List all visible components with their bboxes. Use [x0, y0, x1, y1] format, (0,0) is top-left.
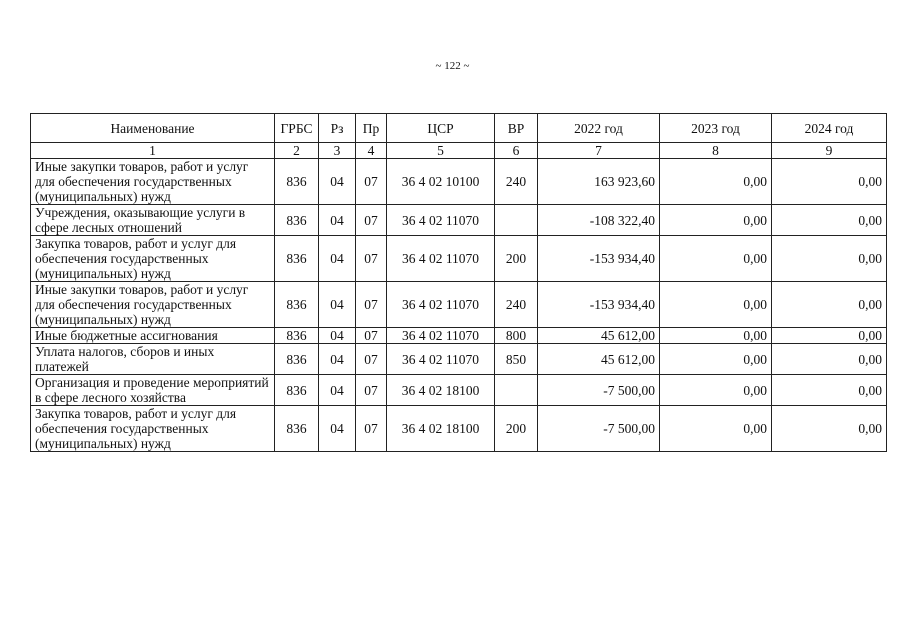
row-vr: 200: [495, 236, 538, 282]
row-rz: 04: [319, 344, 356, 375]
row-rz: 04: [319, 205, 356, 236]
row-csr: 36 4 02 10100: [387, 159, 495, 205]
column-number: 8: [660, 143, 772, 159]
row-amount-2023: 0,00: [660, 328, 772, 344]
column-number: 6: [495, 143, 538, 159]
table-row: [31, 159, 887, 205]
column-number-row: [31, 143, 887, 159]
row-amount-2023: 0,00: [660, 159, 772, 205]
row-vr: 240: [495, 282, 538, 328]
row-name: Иные закупки товаров, работ и услуг для обеспечения государственных (муниципальных) нужд: [31, 159, 275, 205]
row-vr: [495, 205, 538, 236]
row-csr: 36 4 02 18100: [387, 406, 495, 452]
column-header-2024: 2024 год: [772, 114, 887, 143]
row-amount-2023: 0,00: [660, 236, 772, 282]
row-grbs: 836: [275, 375, 319, 406]
row-csr: 36 4 02 11070: [387, 282, 495, 328]
table-row: [31, 344, 887, 375]
row-amount-2023: 0,00: [660, 375, 772, 406]
column-header-rz: Рз: [319, 114, 356, 143]
row-rz: 04: [319, 375, 356, 406]
column-number: 4: [356, 143, 387, 159]
column-header-2023: 2023 год: [660, 114, 772, 143]
row-name: Закупка товаров, работ и услуг для обеспечения государственных (муниципальных) нужд: [31, 406, 275, 452]
row-amount-2024: 0,00: [772, 236, 887, 282]
column-number: 2: [275, 143, 319, 159]
header-row: [31, 114, 887, 143]
column-header-csr: ЦСР: [387, 114, 495, 143]
row-csr: 36 4 02 11070: [387, 236, 495, 282]
table-row: [31, 328, 887, 344]
row-amount-2024: 0,00: [772, 282, 887, 328]
row-pr: 07: [356, 159, 387, 205]
row-amount-2024: 0,00: [772, 205, 887, 236]
row-vr: [495, 375, 538, 406]
row-pr: 07: [356, 236, 387, 282]
row-grbs: 836: [275, 205, 319, 236]
budget-table: [30, 113, 887, 452]
row-pr: 07: [356, 328, 387, 344]
table-row: [31, 406, 887, 452]
row-name: Иные закупки товаров, работ и услуг для обеспечения государственных (муниципальных) нужд: [31, 282, 275, 328]
row-grbs: 836: [275, 328, 319, 344]
column-number: 9: [772, 143, 887, 159]
row-name: Иные бюджетные ассигнования: [31, 328, 275, 344]
column-number: 3: [319, 143, 356, 159]
row-pr: 07: [356, 344, 387, 375]
row-name: Учреждения, оказывающие услуги в сфере лесных отношений: [31, 205, 275, 236]
row-amount-2022: -108 322,40: [538, 205, 660, 236]
row-pr: 07: [356, 282, 387, 328]
column-header-name: Наименование: [31, 114, 275, 143]
row-vr: 800: [495, 328, 538, 344]
row-amount-2022: -153 934,40: [538, 282, 660, 328]
row-rz: 04: [319, 328, 356, 344]
row-amount-2022: 45 612,00: [538, 344, 660, 375]
column-number: 5: [387, 143, 495, 159]
row-grbs: 836: [275, 344, 319, 375]
row-amount-2022: -7 500,00: [538, 375, 660, 406]
row-name: Закупка товаров, работ и услуг для обеспечения государственных (муниципальных) нужд: [31, 236, 275, 282]
row-amount-2023: 0,00: [660, 406, 772, 452]
column-header-vr: ВР: [495, 114, 538, 143]
column-header-2022: 2022 год: [538, 114, 660, 143]
row-vr: 240: [495, 159, 538, 205]
row-rz: 04: [319, 406, 356, 452]
row-vr: 200: [495, 406, 538, 452]
row-pr: 07: [356, 375, 387, 406]
row-csr: 36 4 02 11070: [387, 328, 495, 344]
row-rz: 04: [319, 159, 356, 205]
row-amount-2022: 45 612,00: [538, 328, 660, 344]
table-row: [31, 236, 887, 282]
row-amount-2023: 0,00: [660, 282, 772, 328]
table-row: [31, 205, 887, 236]
row-csr: 36 4 02 11070: [387, 344, 495, 375]
row-name: Уплата налогов, сборов и иных платежей: [31, 344, 275, 375]
row-name: Организация и проведение мероприятий в сфере лесного хозяйства: [31, 375, 275, 406]
row-amount-2023: 0,00: [660, 205, 772, 236]
column-header-pr: Пр: [356, 114, 387, 143]
row-grbs: 836: [275, 406, 319, 452]
table-row: [31, 375, 887, 406]
table-row: [31, 282, 887, 328]
column-number: 7: [538, 143, 660, 159]
row-grbs: 836: [275, 282, 319, 328]
row-csr: 36 4 02 18100: [387, 375, 495, 406]
row-amount-2023: 0,00: [660, 344, 772, 375]
row-amount-2024: 0,00: [772, 328, 887, 344]
row-amount-2022: -7 500,00: [538, 406, 660, 452]
row-amount-2024: 0,00: [772, 159, 887, 205]
row-amount-2024: 0,00: [772, 406, 887, 452]
row-amount-2024: 0,00: [772, 375, 887, 406]
row-grbs: 836: [275, 159, 319, 205]
row-grbs: 836: [275, 236, 319, 282]
row-vr: 850: [495, 344, 538, 375]
row-csr: 36 4 02 11070: [387, 205, 495, 236]
column-header-grbs: ГРБС: [275, 114, 319, 143]
row-pr: 07: [356, 205, 387, 236]
row-rz: 04: [319, 236, 356, 282]
row-rz: 04: [319, 282, 356, 328]
column-number: 1: [31, 143, 275, 159]
row-amount-2022: 163 923,60: [538, 159, 660, 205]
page-number: ~ 122 ~: [435, 60, 470, 72]
row-pr: 07: [356, 406, 387, 452]
row-amount-2022: -153 934,40: [538, 236, 660, 282]
row-amount-2024: 0,00: [772, 344, 887, 375]
